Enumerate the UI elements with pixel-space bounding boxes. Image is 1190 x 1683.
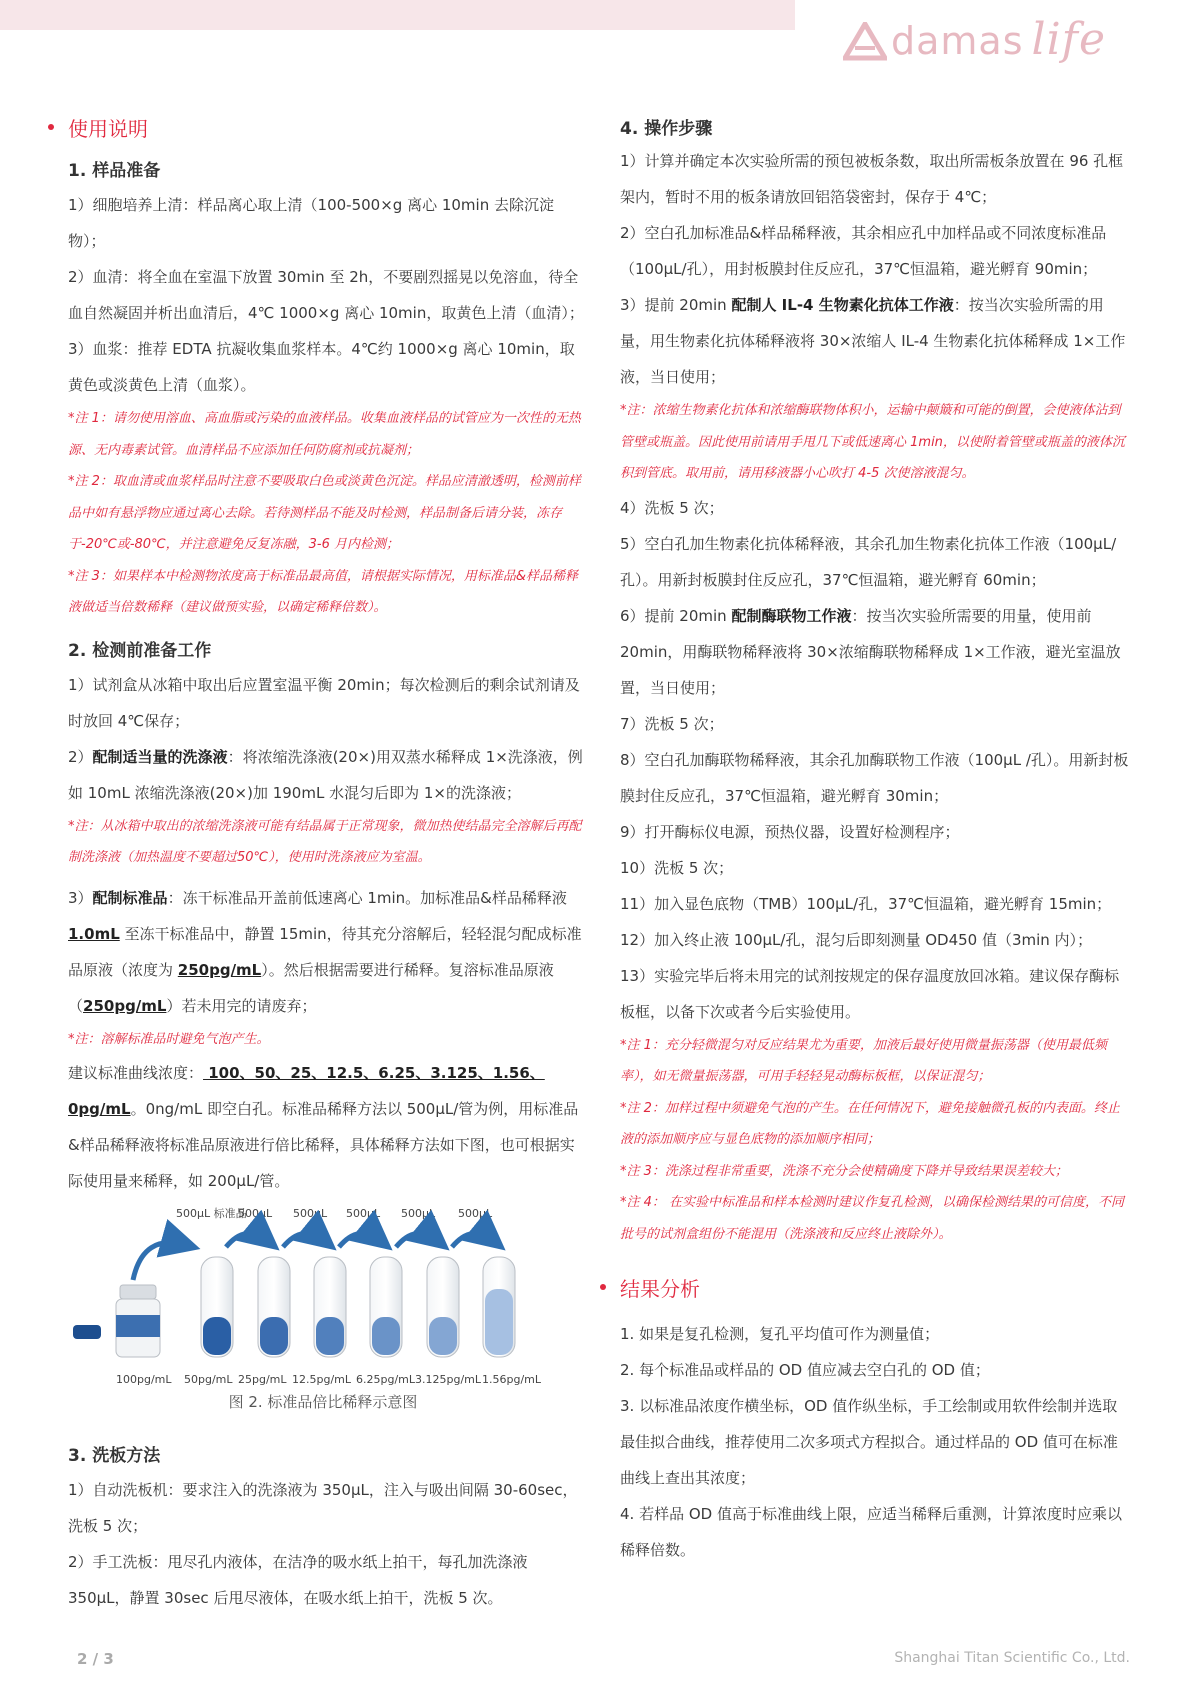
paragraph: 8）空白孔加酶联物稀释液，其余孔加酶联物工作液（100μL /孔）。用新封板膜封住反应孔，37℃恒温箱，避光孵育 30min； (620, 750, 1129, 805)
paragraph: 4）洗板 5 次； (620, 498, 724, 517)
note: *注：溶解标准品时避免气泡产生。 (68, 1031, 270, 1047)
logo-triangle-icon (843, 22, 887, 62)
paragraph: 3. 以标准品浓度作横坐标，OD 值作纵坐标，手工绘制或用软件绘制并选取最佳拟合曲线，推荐使用二次多项式方程拟合。通过样品的 OD 值可在标准曲线上查出其浓度； (620, 1397, 1118, 1487)
transfer-label: 500μL (293, 1207, 328, 1220)
tube-label: 3.125pg/mL (415, 1373, 482, 1386)
logo-text: damas life (891, 14, 1106, 65)
subsection-title: 4. 操作步骤 (620, 119, 713, 139)
left-column (48, 112, 586, 1616)
bullet-icon (600, 1284, 606, 1290)
transfer-arrow (133, 1243, 186, 1280)
paragraph: 2）血清：将全血在室温下放置 30min 至 2h，不要剧烈摇晃以免溶血，待全血自然凝固并析出血清后，4℃ 1000×g 离心 10min，取黄色上清（血清）； (68, 268, 584, 322)
note: *注 2：取血清或血浆样品时注意不要吸取白色或淡黄色沉淀。样品应清澈透明，检测前样品中如有悬浮物应通过离心去除。若待测样品不能及时检测，样品制备后请分装，冻存于-20℃或-80℃，并注意避免反复冻融，3-6 月内检测； (68, 474, 581, 552)
paragraph: 5）空白孔加生物素化抗体稀释液，其余孔加生物素化抗体工作液（100μL/孔）。用新封板膜封住反应孔，37℃恒温箱，避光孵育 60min； (620, 534, 1117, 589)
company-name: Shanghai Titan Scientific Co., Ltd. (894, 1650, 1130, 1666)
paragraph: 6）提前 20min 配制酶联物工作液：按当次实验所需要的用量，使用前 20min，用酶联物稀释液将 30×浓缩酶联物稀释成 1×工作液，避光室温放置，当日使用； (620, 606, 1121, 697)
transfer-arrow (283, 1233, 325, 1247)
transfer-arrow (396, 1233, 438, 1247)
dilution-figure (48, 1205, 586, 1455)
figure-caption: 图 2. 标准品倍比稀释示意图 (228, 1393, 418, 1411)
subsection-title: 2. 检测前准备工作 (68, 640, 212, 661)
transfer-arrow (339, 1233, 381, 1247)
section-title-results: 结果分析 (600, 1272, 1132, 1302)
brand-logo (843, 12, 1133, 72)
paragraph: 12）加入终止液 100μL/孔，混匀后即刻测量 OD450 值（3min 内）； (620, 930, 1093, 949)
paragraph: 1）试剂盒从冰箱中取出后应置室温平衡 20min；每次检测后的剩余试剂请及时放回 4℃保存； (68, 675, 580, 730)
transfer-label: 500μL (346, 1207, 381, 1220)
tube-label: 100pg/mL (116, 1373, 172, 1386)
paragraph: 1）细胞培养上清：样品离心取上清（100-500×g 离心 10min 去除沉淀物）； (68, 196, 554, 250)
note: *注 4： 在实验中标准品和样本检测时建议作复孔检测，以确保检测结果的可信度，不同批号的试剂盒组份不能混用（洗涤液和反应终止液除外）。 (620, 1195, 1125, 1242)
paragraph: 11）加入显色底物（TMB）100μL/孔，37℃恒温箱，避光孵育 15min； (620, 894, 1112, 913)
bullet-icon (48, 124, 54, 130)
paragraph: 9）打开酶标仪电源，预热仪器，设置好检测程序； (620, 822, 960, 841)
note: *注 3：洗涤过程非常重要，洗涤不充分会使精确度下降并导致结果误差较大； (620, 1163, 1068, 1179)
note: *注：浓缩生物素化抗体和浓缩酶联物体积小，运输中颠簸和可能的倒置，会使液体沾到管壁或瓶盖。因此使用前请用手甩几下或低速离心 1min，以使附着管壁或瓶盖的液体沉积到管底。取用前，请用移液器小心吹打 4-5 次使溶液混匀。 (620, 403, 1125, 481)
paragraph: 2. 每个标准品或样品的 OD 值应减去空白孔的 OD 值； (620, 1361, 990, 1379)
section-title-usage: 使用说明 (48, 112, 586, 142)
paragraph: 7）洗板 5 次； (620, 714, 724, 733)
paragraph: 1. 如果是复孔检测，复孔平均值可作为测量值； (620, 1325, 940, 1343)
paragraph: 2）手工洗板：甩尽孔内液体，在洁净的吸水纸上拍干，每孔加洗涤液 350μL，静置 30sec 后甩尽液体，在吸水纸上拍干，洗板 5 次。 (68, 1553, 528, 1607)
note: *注：从冰箱中取出的浓缩洗涤液可能有结晶属于正常现象，微加热使结晶完全溶解后再配制洗涤液（加热温度不要超过50℃），使用时洗涤液应为室温。 (68, 818, 582, 865)
tube-label: 50pg/mL (184, 1373, 233, 1386)
paragraph: 3）配制标准品：冻干标准品开盖前低速离心 1min。加标准品&样品稀释液 1.0mL 至冻干标准品中，静置 15min，待其充分溶解后，轻轻混匀配成标准品原液（浓度为 250pg/mL）。然后根据需要进行稀释。复溶标准品原液（250pg/mL）若未用完的请废弃； (68, 888, 582, 1015)
dilution-tubes (201, 1257, 515, 1357)
note: *注 1：充分轻微混匀对反应结果尤为重要，加液后最好使用微量振荡器（使用最低频率），如无微量振荡器，可用手轻轻晃动酶标板框，以保证混匀； (620, 1037, 1107, 1084)
paragraph: 3）提前 20min 配制人 IL-4 生物素化抗体工作液：按当次实验所需的用量，用生物素化抗体稀释液将 30×浓缩人 IL-4 生物素化抗体稀释成 1×工作液，当日使用； (620, 296, 1126, 386)
transfer-label: 500μL (458, 1207, 493, 1220)
paragraph: 建议标准曲线浓度： 100、50、25、12.5、6.25、3.125、1.56、0pg/mL。0ng/mL 即空白孔。标准品稀释方法以 500μL/管为例，用标准品&样品稀释液将标准品原液进行倍比稀释，具体稀释方法如下图，也可根据实际使用量来稀释，如 200μL/管。 (68, 1064, 579, 1190)
tube-label: 12.5pg/mL (292, 1373, 352, 1386)
paragraph: 2）空白孔加标准品&样品稀释液，其余相应孔中加样品或不同浓度标准品（100μL/孔），用封板膜封住反应孔，37℃恒温箱，避光孵育 90min； (620, 224, 1107, 278)
transfer-arrow (452, 1233, 494, 1247)
paragraph: 2）配制适当量的洗涤液：将浓缩洗涤液(20×)用双蒸水稀释成 1×洗涤液，例如 10mL 浓缩洗涤液(20×)加 190mL 水混匀后即为 1×的洗涤液； (68, 747, 583, 802)
tube-label: 25pg/mL (238, 1373, 287, 1386)
header-band (0, 0, 795, 30)
note: *注 2：加样过程中须避免气泡的产生。在任何情况下，避免接触微孔板的内表面。终止液的添加顺序应与显色底物的添加顺序相同； (620, 1100, 1120, 1147)
note: *注 3：如果样本中检测物浓度高于标准品最高值，请根据实际情况，用标准品&样品稀释液做适当倍数稀释（建议做预实验，以确定稀释倍数）。 (68, 568, 579, 615)
right-column (620, 114, 1132, 1568)
transfer-arrow (226, 1233, 268, 1247)
paragraph: 4. 若样品 OD 值高于标准曲线上限，应适当稀释后重测，计算浓度时应乘以稀释倍数。 (620, 1505, 1122, 1559)
note: *注 1：请勿使用溶血、高血脂或污染的血液样品。收集血液样品的试管应为一次性的无热源、无内毒素试管。血清样品不应添加任何防腐剂或抗凝剂； (68, 411, 581, 458)
paragraph: 10）洗板 5 次； (620, 858, 734, 877)
transfer-label: 500μL (401, 1207, 436, 1220)
paragraph: 1）自动洗板机：要求注入的洗涤液为 350μL，注入与吸出间隔 30-60sec，洗板 5 次； (68, 1481, 578, 1535)
dilution-diagram (48, 1205, 586, 1425)
subsection-title: 1. 样品准备 (68, 161, 161, 181)
paragraph: 3）血浆：推荐 EDTA 抗凝收集血浆样本。4℃约 1000×g 离心 10min，取黄色或淡黄色上清（血浆）。 (68, 340, 575, 394)
paragraph: 1）计算并确定本次实验所需的预包被板条数，取出所需板条放置在 96 孔框架内，暂时不用的板条请放回铝箔袋密封，保存于 4℃； (620, 152, 1124, 206)
tube-label: 6.25pg/mL (356, 1373, 416, 1386)
vial-cap-icon (73, 1325, 101, 1339)
transfer-label: 500μL (238, 1207, 273, 1220)
tube-label: 1.56pg/mL (482, 1373, 542, 1386)
paragraph: 13）实验完毕后将未用完的试剂按规定的保存温度放回冰箱。建议保存酶标板框，以备下次或者今后实验使用。 (620, 966, 1120, 1021)
transfer-label: 500μL 标准品 (176, 1207, 247, 1220)
page-number: 2 / 3 (77, 1650, 114, 1668)
subsection-title: 3. 洗板方法 (68, 1446, 161, 1466)
